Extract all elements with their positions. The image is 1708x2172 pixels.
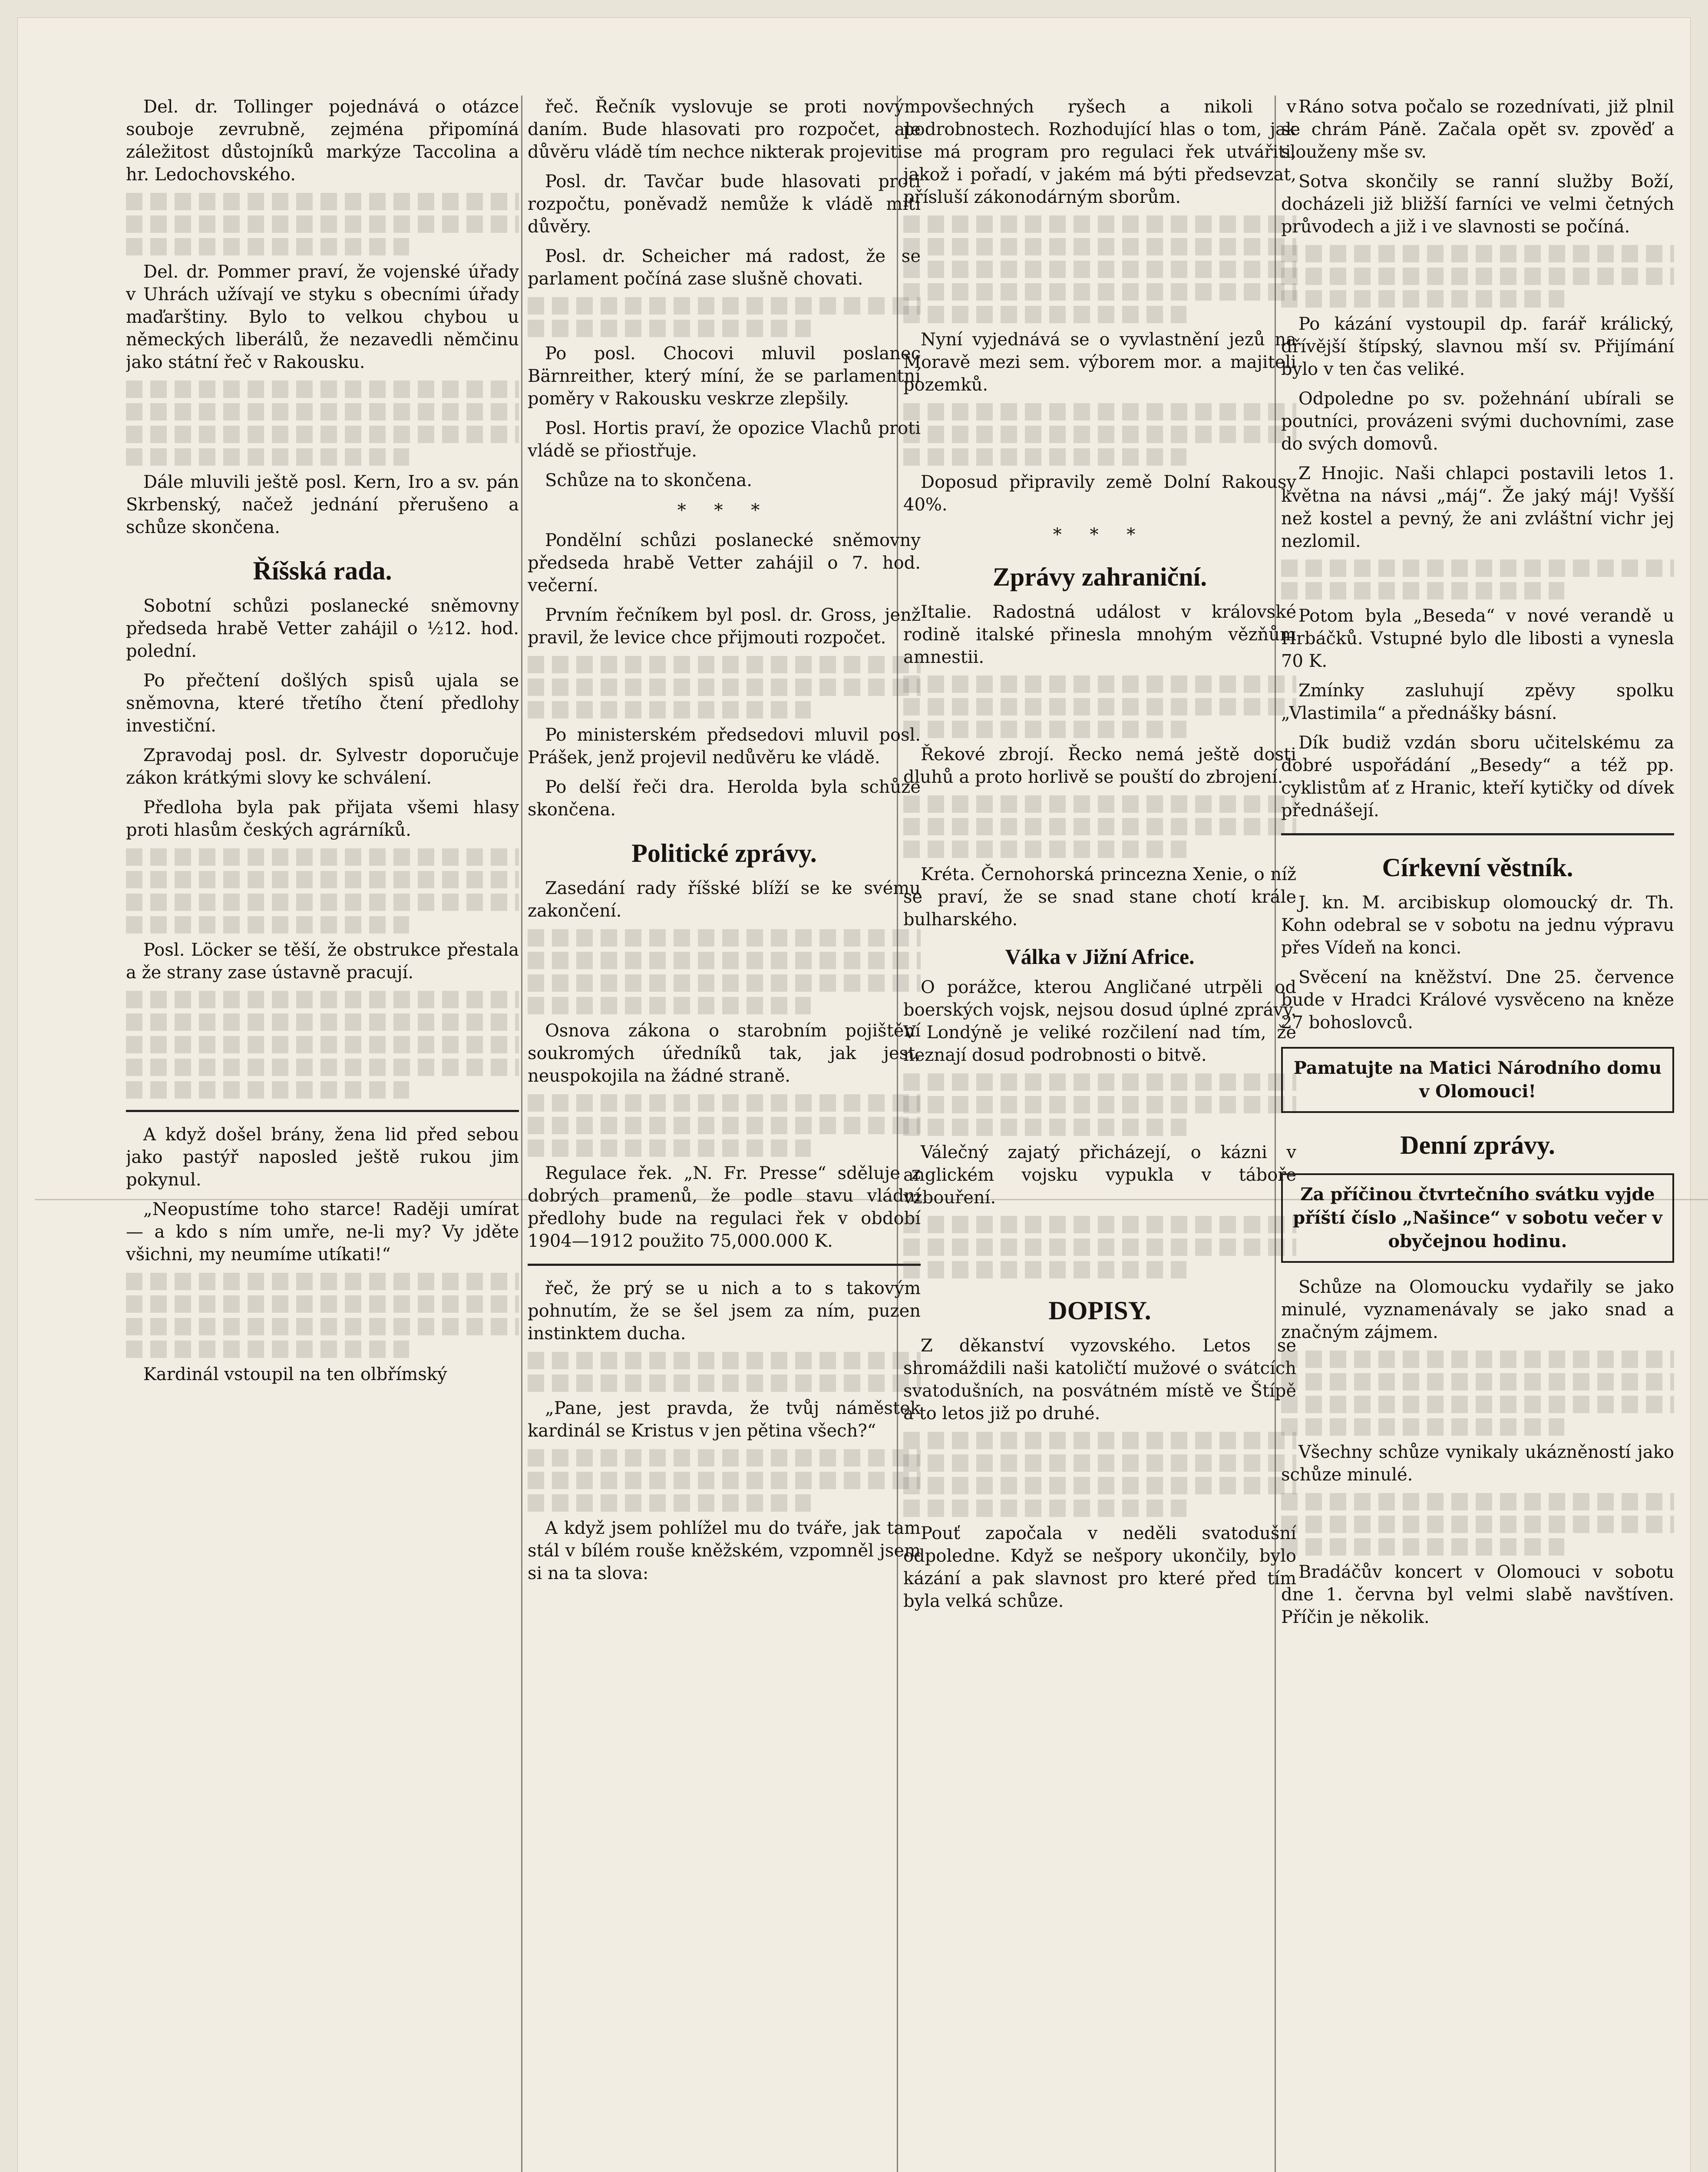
article-paragraph: Ráno sotva počalo se rozednívati, již plnil se chrám Páně. Začala opět sv. zpověď a slouženy mše sv. [1281,97,1674,162]
article-paragraph: Po delší řeči dra. Herolda byla schůze skončena. [528,777,921,820]
section-heading: Církevní věstník. [1382,853,1573,882]
article-paragraph: Všechny schůze vynikaly ukázněností jako schůze minulé. [1281,1442,1674,1485]
article-paragraph: Řekové zbrojí. Řecko nemá ještě dosti dluhů a proto horlivě se pouští do zbrojení. [903,745,1296,787]
text-filler [903,721,1186,738]
section-heading: Denní zprávy. [1400,1131,1555,1159]
text-filler [126,1036,519,1053]
text-filler [126,1341,409,1358]
text-filler [903,818,1296,835]
text-filler [903,1119,1186,1136]
text-filler [126,991,519,1008]
text-filler [1281,1516,1674,1533]
article-paragraph: Zmínky zasluhují zpěvy spolku „Vlastimila“ a přednášky básní. [1281,681,1674,723]
text-filler [1281,1373,1674,1391]
article-paragraph: Svěcení na kněžství. Dne 25. července bude v Hradci Králové vysvěceno na kněze 27 bohoslovců. [1281,967,1674,1033]
feuilleton-paragraph: „Pane, jest pravda, že tvůj náměstek kardinál se Kristus v jen pětina všech?“ [528,1398,921,1441]
text-filler [903,1454,1296,1472]
text-filler [903,1432,1296,1449]
section-separator-stars: * * * [1053,525,1147,545]
text-filler [903,841,1186,858]
text-filler [528,1352,921,1369]
text-filler [528,297,921,315]
article-paragraph: Bradáčův koncert v Olomouci v sobotu dne 1. června byl velmi slabě navštíven. Příčin je několik. [1281,1562,1674,1627]
article-paragraph: O porážce, kterou Angličané utrpěli od boerských vojsk, nejsou dosud úplné zprávy. V Londýně je veliké rozčilení nad tím, že neznají dosud podrobnosti o bitvě. [903,977,1296,1065]
article-paragraph: Posl. Löcker se těší, že obstrukce přestala a že strany zase ústavně pracují. [126,940,519,983]
text-filler [126,238,409,255]
notice-text: Pamatujte na Matici Národního domu v Olomouci! [1293,1058,1662,1102]
notice-text: Za příčinou čtvrtečního svátku vyjde příští číslo „Našince“ v sobotu večer v obyčejnou hodinu. [1293,1184,1662,1252]
text-filler [903,238,1296,255]
article-paragraph: Odpoledne po sv. požehnání ubírali se poutníci, provázeni svými duchovními, zase do svých domovů. [1281,389,1674,454]
text-filler [528,974,921,992]
text-filler [126,848,519,866]
text-filler [1281,1351,1674,1368]
text-filler [126,871,519,888]
article-paragraph: Posl. Hortis praví, že opozice Vlachů proti vládě se přiostřuje. [528,418,921,461]
article-paragraph: Pondělní schůzi poslanecké sněmovny předseda hrabě Vetter zahájil o 7. hod. večerní. [528,530,921,596]
text-filler [1281,582,1564,599]
feuilleton-paragraph: Kardinál vstoupil na ten olbřímský [143,1364,447,1384]
article-paragraph: Po ministerském předsedovi mluvil posl. Prášek, jenž projevil nedůvěru ke vládě. [528,725,921,768]
text-filler [528,952,921,969]
text-filler [126,1318,519,1335]
notice-box [1281,1173,1674,1263]
article-paragraph: Sobotní schůzi poslanecké sněmovny předseda hrabě Vetter zahájil o ½12. hod. polední. [126,596,519,661]
text-filler [528,997,811,1014]
article-paragraph: Del. dr. Tollinger pojednává o otázce souboje zevrubně, zejména připomíná záležitost důstojníků markýze Taccolina a hr. Ledochovského. [126,97,519,185]
text-filler [903,306,1186,323]
text-filler [528,1094,921,1112]
text-filler [1281,268,1674,285]
text-filler [903,1477,1296,1494]
text-filler [126,1059,519,1076]
article-paragraph: Zasedání rady říšské blíží se ke svému zakončení. [528,878,921,921]
text-filler [1281,1418,1564,1436]
article-paragraph: Italie. Radostná událost v královské rodině italské přinesla mnohým vězňům amnestii. [903,602,1296,667]
text-filler [126,1081,409,1099]
column-3 [903,96,1296,2172]
article-paragraph: Prvním řečníkem byl posl. dr. Gross, jenž pravil, že levice chce přijmouti rozpočet. [528,605,921,648]
text-filler [528,1494,811,1512]
text-filler [126,403,519,420]
feuilleton-paragraph: „Neopustíme toho starce! Raději umírat — a kdo s ním umře, ne-li my? Vy jděte všichni, my neumíme utíkati!“ [126,1199,519,1265]
text-filler [126,894,519,911]
text-filler [528,1472,921,1489]
article-paragraph: Nyní vyjednává se o vyvlastnění jezů na Moravě mezi sem. výborem mor. a majiteli pozemků. [903,330,1296,395]
text-filler [903,215,1296,233]
text-filler [1281,290,1564,308]
text-filler [126,1295,519,1313]
text-filler [528,1449,921,1467]
section-heading: Zprávy zahraniční. [992,563,1207,591]
text-filler [528,929,921,947]
newspaper-page [17,17,1691,2172]
section-rule [1281,833,1674,835]
article-paragraph: Posl. dr. Tavčar bude hlasovati proti rozpočtu, poněvadž nemůže k vládě míti důvěry. [528,172,921,237]
article-paragraph: Válečný zajatý přicházejí, o kázni v anglickém vojsku vypukla v táboře vzbouření. [903,1142,1296,1208]
section-rule [126,1110,519,1112]
section-heading: DOPISY. [1048,1296,1151,1325]
article-paragraph: Posl. dr. Scheicher má radost, že se parlament počíná zase slušně chovati. [528,246,921,289]
article-paragraph: Pouť započala v neděli svatodušní odpoledne. Když se nešpory ukončily, bylo kázání a pak slavnost pro které před tím byla velká schůze. [903,1523,1296,1611]
text-filler [126,381,519,398]
article-paragraph: Zpravodaj posl. dr. Sylvestr doporučuje zákon krátkými slovy ke schválení. [126,745,519,788]
text-filler [903,698,1296,715]
text-filler [903,795,1296,813]
text-filler [903,1238,1296,1256]
article-paragraph: Osnova zákona o starobním pojištění soukromých úředníků tak, jak jest, neuspokojila na žádné straně. [528,1021,921,1086]
article-paragraph: Po kázání vystoupil dp. farář králický, dřívější štípský, slavnou mší sv. Přijímání bylo v ten čas veliké. [1281,314,1674,379]
article-paragraph: Dále mluvili ještě posl. Kern, Iro a sv. pán Skrbenský, načež jednání přerušeno a schůze skončena. [126,472,519,537]
notice-box [1281,1047,1674,1113]
article-paragraph: Po přečtení došlých spisů ujala se sněmovna, které třetího čtení předlohy investiční. [126,671,519,736]
text-filler [1281,1493,1674,1510]
text-filler [126,1273,519,1290]
text-filler [126,916,409,934]
section-heading: Říšská rada. [253,556,392,585]
text-filler [903,448,1186,466]
text-filler [528,656,921,673]
column-1 [126,96,519,2172]
feuilleton-paragraph: řeč, že prý se u nich a to s takovým pohnutím, že se šel jsem za ním, puzen instinktem ducha. [528,1278,921,1344]
text-filler [528,1374,921,1392]
section-heading: Politické zprávy. [631,839,817,867]
text-filler [126,1013,519,1031]
article-paragraph: J. kn. M. arcibiskup olomoucký dr. Th. Kohn odebral se v sobotu na jednu výpravu přes Vídeň na konci. [1281,893,1674,958]
section-rule [528,1264,921,1266]
article-paragraph: Po posl. Chocovi mluvil poslanec Bärnreither, který míní, že se parlamentní poměry v Rakousku veskrze zlepšily. [528,344,921,409]
article-paragraph: Regulace řek. „N. Fr. Presse“ sděluje z dobrých pramenů, že podle stavu vládní předlohy bude na regulaci řek v období 1904—1912 použito 75,000.000 K. [528,1163,921,1251]
text-filler [903,1073,1296,1091]
text-filler [528,701,811,718]
text-filler [528,320,811,337]
text-filler [126,215,519,233]
text-filler [528,1139,811,1157]
subsection-heading: Válka v Jižní Africe. [1005,944,1195,969]
column-divider [521,96,522,2172]
text-filler [528,679,921,696]
feuilleton-paragraph: A když došel brány, žena lid před sebou jako pastýř naposled ještě rukou jim pokynul. [126,1125,519,1190]
text-filler [903,426,1296,443]
text-filler [126,193,519,210]
feuilleton-paragraph: A když jsem pohlížel mu do tváře, jak tam stál v bílém rouše kněžském, vzpomněl jsem si na ta slova: [528,1518,921,1583]
text-filler [903,283,1296,301]
text-filler [1281,245,1674,262]
article-paragraph: Dík budiž vzdán sboru učitelskému za dobré uspořádání „Besedy“ a též pp. cyklistům ať z Hranic, kteří kytičky od dívek přednášejí. [1281,733,1674,821]
text-filler [1281,1396,1674,1413]
column-4 [1281,96,1674,2172]
text-filler [1281,560,1674,577]
article-paragraph: Potom byla „Beseda“ v nové verandě u Hrbáčků. Vstupné bylo dle libosti a vynesla 70 K. [1281,606,1674,671]
article-paragraph: Kréta. Černohorská princezna Xenie, o níž se praví, že se snad stane chotí krále bulharského. [903,864,1296,930]
text-filler [528,1117,921,1134]
article-paragraph: povšechných ryšech a nikoli v podrobnostech. Rozhodující hlas o tom, jak se má program pro regulaci řek utvářiti, jakož i pořadí, v jakém má býti předsevzat, přísluší zákonodárným sborům. [903,97,1296,207]
text-filler [126,448,409,466]
text-filler [903,1261,1186,1278]
text-filler [903,261,1296,278]
article-paragraph: Sotva skončily se ranní služby Boží, docházeli již bližší farníci ve velmi četných průvodech a již i ve slavnosti se počíná. [1281,172,1674,237]
section-separator-stars: * * * [677,500,771,520]
article-paragraph: Z Hnojic. Naši chlapci postavili letos 1. května na návsi „máj“. Že jaký máj! Vyšší než kostel a pevný, že ani zvláštní vichr jej nezlomil. [1281,464,1674,551]
article-paragraph: Předloha byla pak přijata všemi hlasy proti hlasům českých agrárníků. [126,798,519,840]
text-filler [126,426,519,443]
article-paragraph: Z děkanství vyzovského. Letos se shromáždili naši katoličtí mužové o svátcích svatodušních, na posvátném místě ve Štípě a to letos již po druhé. [903,1336,1296,1424]
article-paragraph: Doposud připravily země Dolní Rakousy 40%. [903,472,1296,515]
text-filler [1281,1538,1564,1556]
article-paragraph: Del. dr. Pommer praví, že vojenské úřady v Uhrách užívají ve styku s obecními úřady maďarštiny. Bylo to velkou chybou u německých liberálů, že nezavedli němčinu jako státní řeč v Rakousku. [126,262,519,372]
text-filler [903,1096,1296,1113]
text-filler [903,675,1296,693]
text-filler [903,403,1296,420]
article-paragraph: řeč. Řečník vyslovuje se proti novým daním. Bude hlasovati pro rozpočet, ale důvěru vládě tím nechce nikterak projeviti. [528,97,921,162]
article-paragraph: Schůze na Olomoucku vydařily se jako minulé, vyznamenávaly se jako snad a značným zájmem. [1281,1277,1674,1342]
column-2 [528,96,921,2172]
text-filler [903,1500,1186,1517]
text-filler [903,1216,1296,1233]
article-paragraph: Schůze na to skončena. [545,470,752,490]
